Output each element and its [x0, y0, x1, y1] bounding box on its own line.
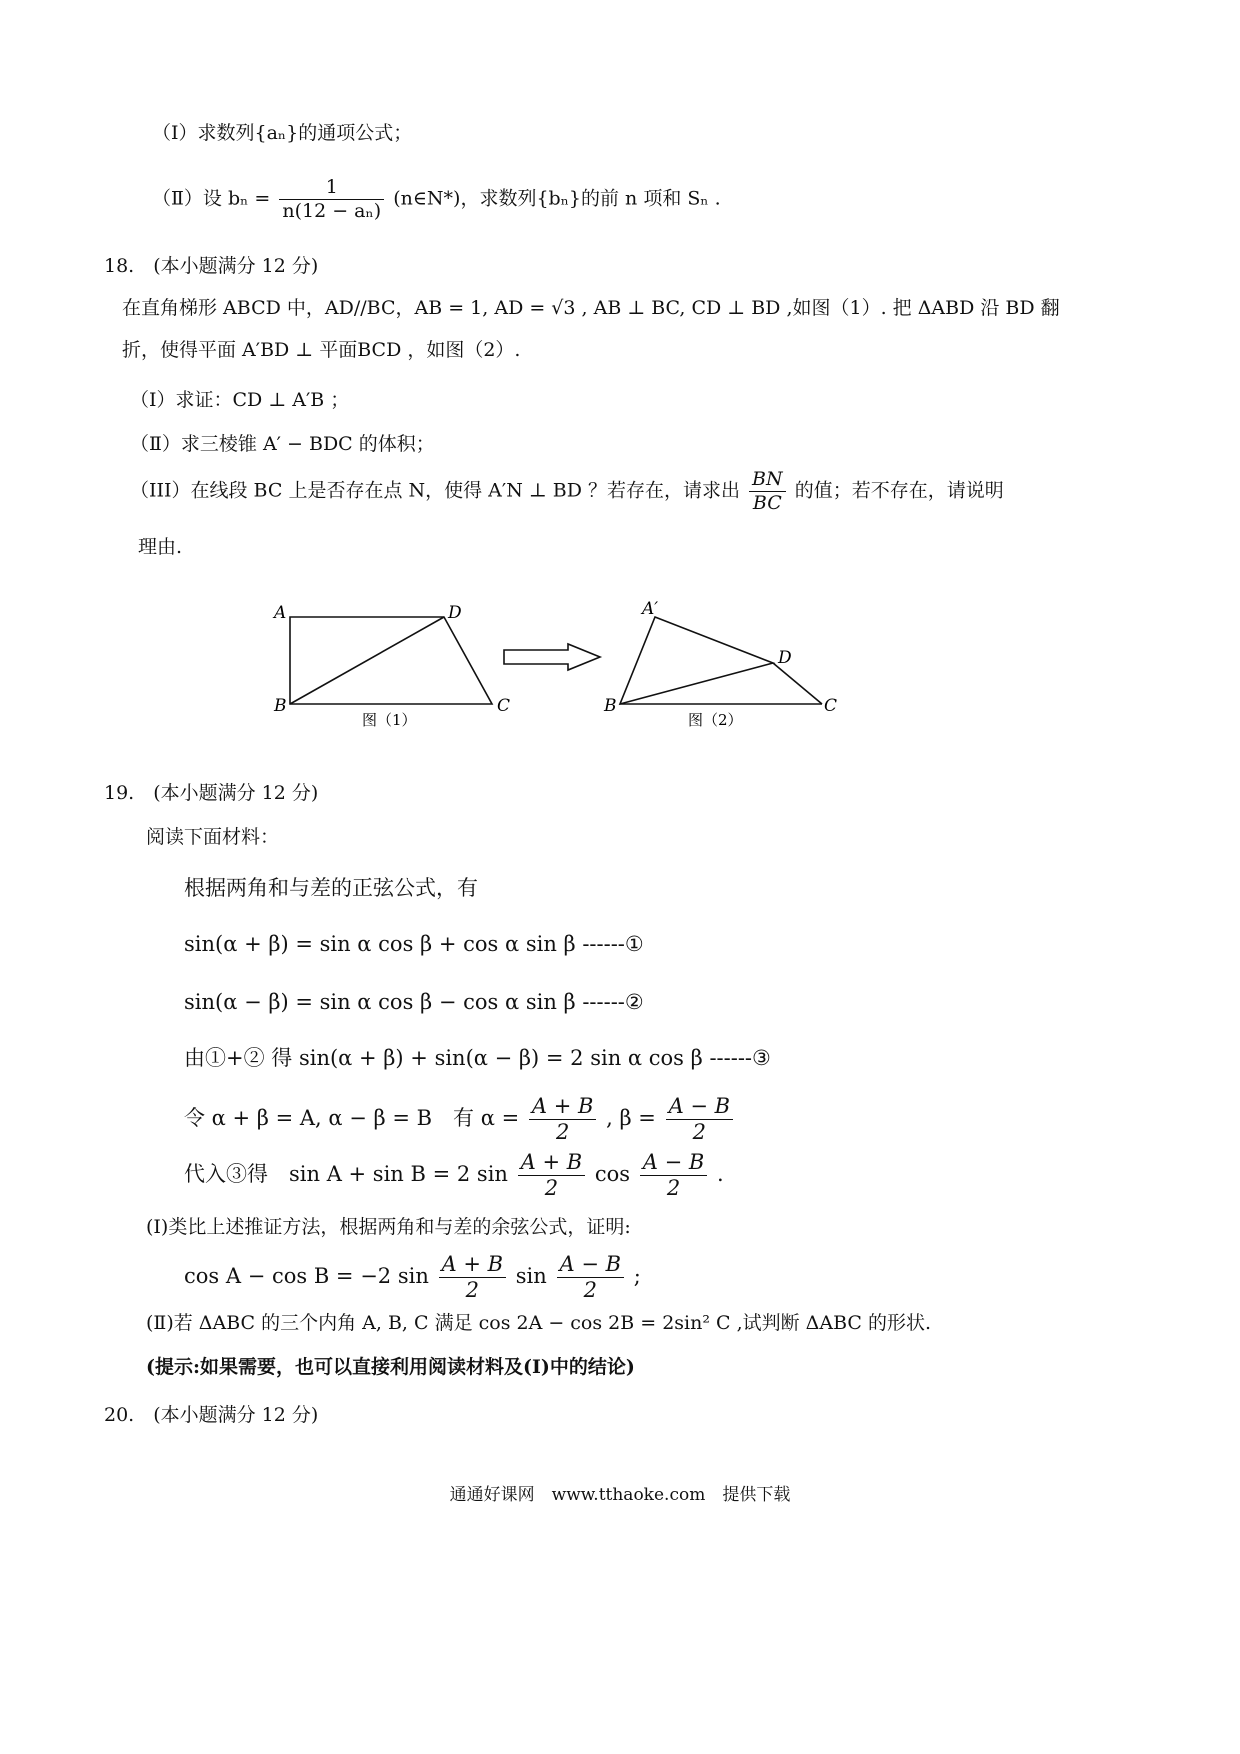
fraction-denominator: n(12 − aₙ)	[282, 199, 382, 222]
fraction-denominator: BC	[752, 491, 782, 514]
q18-part2: （Ⅱ）求三棱锥 A′ − BDC 的体积；	[130, 433, 435, 455]
q18-stem-line2: 折，使得平面 A′BD ⊥ 平面BCD ，如图（2）.	[122, 339, 521, 361]
q19-prove-formula	[184, 1252, 641, 1303]
fraction-a-minus-b	[666, 1094, 734, 1145]
q18-part3-pre: （III）在线段 BC 上是否存在点 N，使得 A′N ⊥ BD ？若存在，请求出	[130, 479, 740, 502]
fig2-caption: 图（2）	[688, 711, 743, 729]
q19-substitution	[184, 1094, 736, 1145]
q19-substitution-pre: 令 α + β = A, α − β = B 有 α =	[184, 1106, 520, 1131]
q18-part3-end: 理由.	[138, 536, 183, 558]
fraction-a-minus-b	[640, 1150, 708, 1201]
fig2-label-d: D	[778, 648, 792, 668]
fraction-numerator: 1	[279, 176, 384, 200]
q18-bn-bc-fraction	[749, 468, 786, 515]
q19-hint: (提示:如果需要，也可以直接利用阅读材料及(Ⅰ)中的结论)	[146, 1356, 635, 1378]
q19-result-post: .	[716, 1162, 724, 1187]
q17-part2-post: (n∈N*)，求数列{bₙ}的前 n 项和 Sₙ .	[393, 187, 721, 210]
q19-prove-post: ;	[633, 1264, 641, 1289]
q18-header: 18. (本小题满分 12 分)	[104, 255, 319, 277]
triangle-abd	[620, 617, 773, 704]
q19-read: 阅读下面材料：	[146, 826, 280, 848]
q18-stem-line1: 在直角梯形 ABCD 中，AD//BC，AB = 1, AD = √3 , AB ⊥ BC, CD ⊥ BD ,如图（1）. 把 ΔABD 沿 BD 翻	[122, 297, 1060, 319]
page-footer: 通通好课网 www.tthaoke.com 提供下载	[449, 1485, 791, 1505]
q19-header: 19. (本小题满分 12 分)	[104, 782, 319, 804]
segment-dc	[773, 663, 822, 704]
fraction-numerator: A − B	[640, 1150, 708, 1176]
fig2-label-c: C	[824, 696, 838, 716]
q19-formula-2: sin(α − β) = sin α cos β − cos α sin β ------②	[184, 990, 644, 1014]
q17-bn-fraction	[279, 176, 384, 223]
fraction-denominator: 2	[555, 1120, 570, 1145]
fig1-label-b: B	[274, 696, 287, 716]
fraction-denominator: 2	[465, 1278, 479, 1303]
arrow-right-icon	[504, 644, 600, 670]
fraction-numerator: A − B	[557, 1252, 625, 1278]
fig1-label-d: D	[448, 603, 462, 623]
fraction-denominator: 2	[692, 1120, 707, 1145]
q19-substitution-mid: , β =	[606, 1106, 656, 1131]
q19-part1: (Ⅰ)类比上述推证方法，根据两角和与差的余弦公式，证明:	[146, 1216, 631, 1238]
q18-part3	[130, 468, 1004, 515]
fraction-denominator: 2	[583, 1278, 597, 1303]
q19-result-mid: cos	[594, 1162, 631, 1187]
fraction-numerator: BN	[749, 468, 786, 492]
fraction-a-plus-b	[518, 1150, 586, 1201]
fraction-numerator: A + B	[439, 1252, 507, 1278]
q17-part1: （Ⅰ）求数列{aₙ}的通项公式；	[152, 122, 413, 144]
diagonal-bd	[290, 617, 444, 704]
fraction-numerator: A − B	[666, 1094, 734, 1120]
q18-part1: （Ⅰ）求证：CD ⊥ A′B ；	[130, 389, 350, 411]
q19-part2: (Ⅱ)若 ΔABC 的三个内角 A, B, C 满足 cos 2A − cos 2B = 2sin² C ,试判断 ΔABC 的形状.	[146, 1312, 932, 1334]
q19-formula-1: sin(α + β) = sin α cos β + cos α sin β ------①	[184, 932, 644, 956]
q19-result-pre: 代入③得 sin A + sin B = 2 sin	[184, 1162, 508, 1187]
figure-2	[603, 599, 837, 729]
fig2-label-b: B	[604, 696, 617, 716]
q20-header: 20. (本小题满分 12 分)	[104, 1404, 319, 1426]
fraction-a-plus-b	[529, 1094, 597, 1145]
fraction-numerator: A + B	[518, 1150, 586, 1176]
q18-figures	[0, 580, 1240, 760]
fraction-a-plus-b	[439, 1252, 507, 1303]
q19-material-intro: 根据两角和与差的正弦公式，有	[184, 876, 478, 900]
q18-part3-post: 的值；若不存在，请说明	[794, 479, 1004, 502]
trapezoid-abcd	[290, 617, 492, 704]
fraction-numerator: A + B	[529, 1094, 597, 1120]
fraction-denominator: 2	[544, 1176, 559, 1201]
q17-part2	[152, 176, 721, 223]
fig2-label-a-prime: A′	[642, 599, 659, 619]
fraction-a-minus-b	[557, 1252, 625, 1303]
fig1-caption: 图（1）	[362, 711, 417, 729]
fraction-denominator: 2	[666, 1176, 681, 1201]
q17-part2-pre: （Ⅱ）设 bₙ =	[152, 187, 271, 210]
q19-prove-mid: sin	[515, 1264, 547, 1289]
q19-result	[184, 1150, 724, 1201]
q19-formula-3: 由①+② 得 sin(α + β) + sin(α − β) = 2 sin α cos β ------③	[184, 1046, 771, 1070]
figure-1	[272, 603, 510, 729]
q19-prove-pre: cos A − cos B = −2 sin	[184, 1264, 429, 1289]
fig1-label-a: A	[274, 603, 287, 623]
fig1-label-c: C	[497, 696, 511, 716]
